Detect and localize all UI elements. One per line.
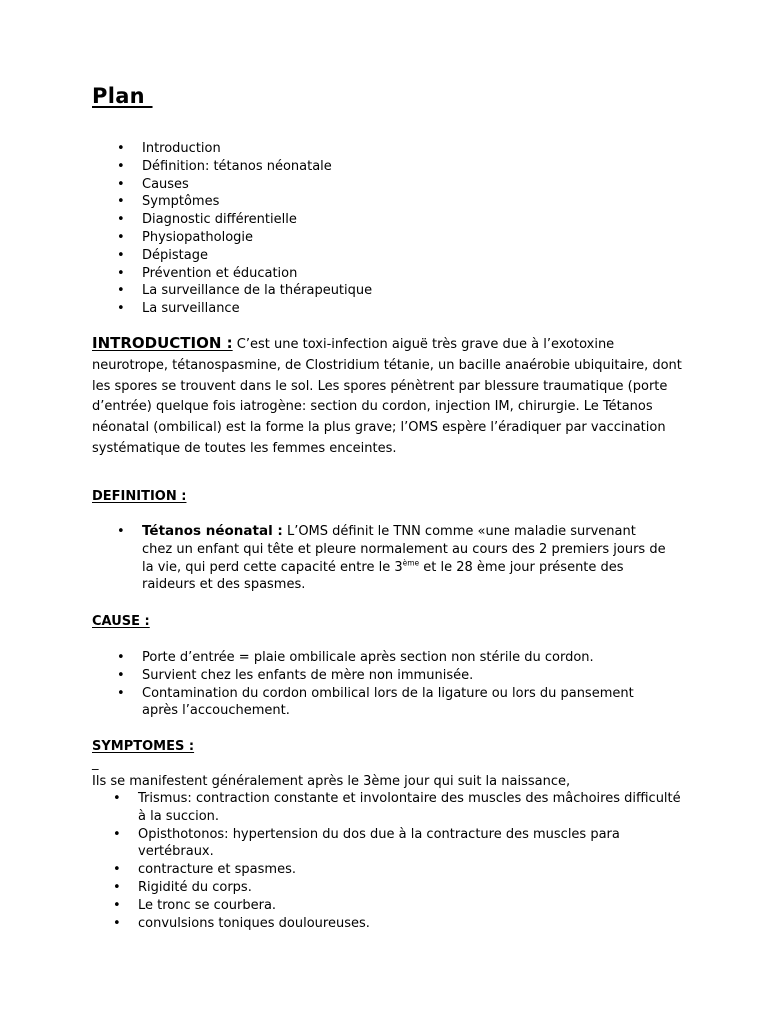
- plan-item: • Physiopathologie: [92, 229, 692, 247]
- plan-item: • La surveillance de la thérapeutique: [92, 282, 692, 300]
- symptome-item: • Rigidité du corps.: [92, 879, 687, 897]
- plan-list: [92, 140, 692, 318]
- plan-item: • Causes: [92, 176, 692, 194]
- definition-list: [92, 523, 667, 594]
- plan-item: • Diagnostic différentielle: [92, 211, 692, 229]
- plan-item: • La surveillance: [92, 300, 692, 318]
- symptomes-heading: SYMPTOMES :: [92, 739, 195, 754]
- symptomes-dash: _: [92, 756, 99, 771]
- introduction-paragraph: [92, 333, 682, 460]
- introduction-text: C’est une toxi-infection aiguë très grave due à l’exotoxine neurotrope, tétanospasmine, de Clostridium tétanie, un bacille anaérobie ubiquitaire, dont les spores se trouvent dans le sol. Les spores pénètrent par blessure traumatique (porte d’entrée) quelque fois iatrogène: section du cordon, injection IM, chirurgie. Le Tétanos néonatal (ombilical) est la forme la plus grave; l’OMS espère l’éradiquer par vaccination systématique de toutes les femmes enceintes.: [92, 337, 682, 456]
- plan-item: • Symptômes: [92, 193, 692, 211]
- plan-item: • Introduction: [92, 140, 692, 158]
- cause-item: • Survient chez les enfants de mère non immunisée.: [92, 667, 667, 685]
- symptome-item: • contracture et spasmes.: [92, 861, 687, 879]
- plan-item: • Dépistage: [92, 247, 692, 265]
- symptome-item: • convulsions toniques douloureuses.: [92, 915, 687, 933]
- cause-list: [92, 649, 667, 720]
- plan-item: • Définition: tétanos néonatale: [92, 158, 692, 176]
- symptomes-list: [92, 790, 687, 932]
- definition-superscript: ème: [402, 558, 420, 568]
- symptomes-intro: Ils se manifestent généralement après le 3ème jour qui suit la naissance,: [92, 774, 571, 789]
- symptome-item: • Opisthotonos: hypertension du dos due à la contracture des muscles para vertébraux.: [92, 826, 687, 862]
- cause-heading: CAUSE :: [92, 614, 150, 629]
- definition-text-end: et le 28 ème jour présente des raideurs et des spasmes.: [142, 559, 624, 593]
- page-title: Plan: [92, 84, 153, 108]
- definition-heading: DEFINITION :: [92, 489, 187, 504]
- cause-item: • Contamination du cordon ombilical lors de la ligature ou lors du pansement après l’accouchement.: [92, 685, 667, 721]
- definition-item: [92, 523, 667, 594]
- definition-text: L’OMS définit le TNN comme «une maladie survenant chez un enfant qui tête et pleure normalement au cours des 2 premiers jours de la vie, qui perd cette capacité entre le 3: [142, 524, 666, 575]
- definition-term: Tétanos néonatal :: [142, 523, 283, 539]
- plan-item: • Prévention et éducation: [92, 265, 692, 283]
- symptome-item: • Trismus: contraction constante et involontaire des muscles des mâchoires difficulté à la succion.: [92, 790, 687, 826]
- introduction-heading: INTRODUCTION :: [92, 334, 233, 352]
- cause-item: • Porte d’entrée = plaie ombilicale après section non stérile du cordon.: [92, 649, 667, 667]
- symptome-item: • Le tronc se courbera.: [92, 897, 687, 915]
